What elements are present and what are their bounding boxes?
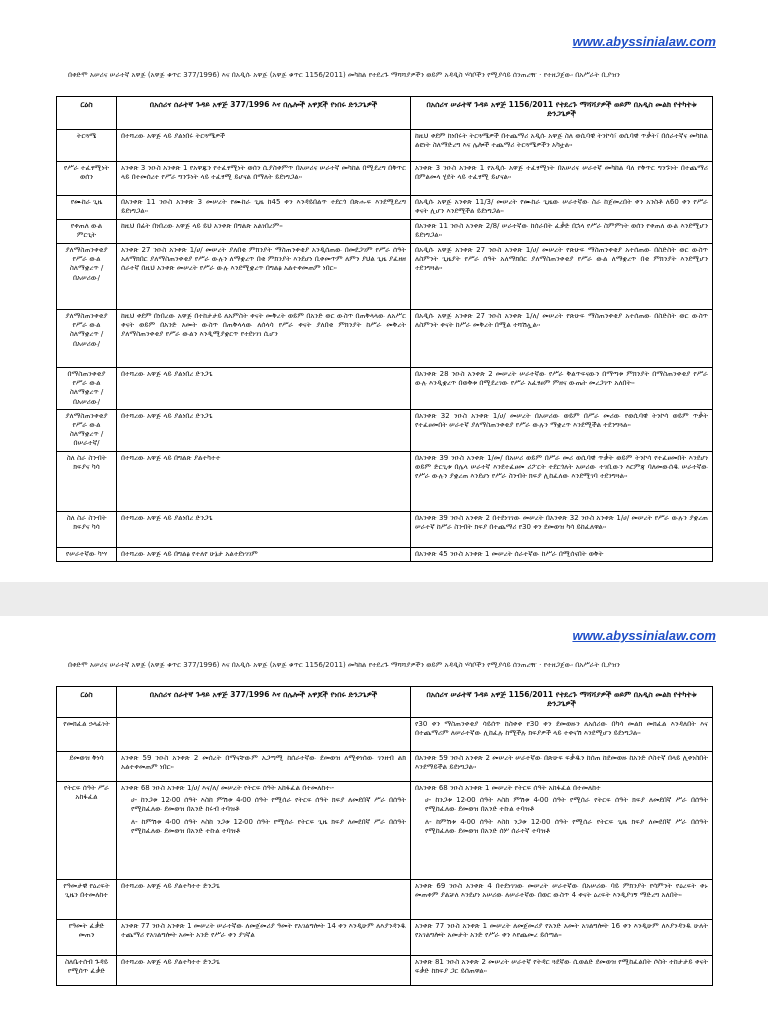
row-topic: የሠራተኛው ካሣ: [57, 547, 117, 561]
header-old-law: በአሰሪና ሰራተኛ ጉዳይ አዋጅ 377/1996 እና በሌሎች አዋጆች የነበሩ ድንጋጌዎች: [117, 687, 411, 718]
table-row: [57, 920, 713, 956]
row-new: በአንቀጽ 45 ንዑስ አንቀጽ 1 መሠረት ሰራተኛው ከሥራ በሚሰናበት ወቅት: [411, 547, 713, 561]
table-row: [57, 451, 713, 511]
table-row: [57, 409, 713, 451]
row-new: በአንቀጽ 11 ንዑስ አንቀጽ 2/8/ ሠራተኛው ከሰራበት ፈቃድ በኋላ የሥራ ስምምነት ወሰን የቀጠለ ውል እንደሚሆን ይደነግጋል፡፡: [411, 220, 713, 244]
row-topic: ያለማስጠንቀቂያ የሥራ ውል ስለማቋረጥ /በሠራተኛ/: [57, 409, 117, 451]
table-row: [57, 511, 713, 547]
row-old-item-a: ሀ- ከንጋቱ 12፡00 ሰዓት እስከ ምሽቱ 4፡00 ሰዓት የሚሰራ የትርፍ ሰዓት ክፍያ ለመደበኛ ሥራ በሰዓት የሚከፈለው ደመወዝ በአንድ ከሩብ ተባዝቶ: [131, 796, 406, 814]
row-topic: የዓመታዊ የዕረፍት ጊዜን በተመለከተ: [57, 880, 117, 920]
row-topic: የትርፍ ሰዓት ሥራ አከፋፈል: [57, 782, 117, 880]
table-header-row: [57, 687, 713, 718]
row-old: አንቀጽ 27 ንዑስ አንቀጽ 1/ሀ/ መሠረት ያለበቂ ምክንያት ማስጠንቀቂያ አንዲሰጠው በመደጋገም የሥራ ሰዓት አለማክበር ያለማስጠንቀቂያ የሥራ ውሉን ለማቋረጥ በቂ ምክንያት እንደሆነ ቢቀመጥም ለምን ያህል ጊዜ ያፈዘዘ ሰራተኛ በዚህ አንቀጽ መሠረት የሥራ ውሉ እንደሚቋረጥ በግልፅ አልተቀመጠም ነበር፡፡: [117, 244, 411, 310]
row-old: አንቀጽ 77 ንዑስ አንቀጽ 1 መሠረት ሠራተኛው ለመጀመሪያ ዓመት የአገልግሎት 14 ቀን እንዲሁም ለእያንዳንዱ ተጨማሪ የአገልግሎት አመት አንድ የሥራ ቀን ያገኛል: [117, 920, 411, 956]
header-new-law: በአሰሪና ሠራተኛ ጉዳይ አዋጅ 1156/2011 የተደረጉ ማሻሻያዎች ወይም በአዲስ መልክ የተካተቱ ድንጋጌዎች: [411, 687, 713, 718]
header-new-law: በአሰሪና ሠራተኛ ጉዳይ አዋጅ 1156/2011 የተደረጉ ማሻሻያዎች ወይም በአዲስ መልክ የተካተቱ ድንጋጌዎች: [411, 97, 713, 130]
row-new: በአንቀጽ 39 ንዑስ አንቀጽ 2 በተደነገገው መሠረት በአንቀጽ 32 ንዑስ አንቀጽ 1/ሀ/ መሠረት የሥራ ውሉን ያቋረጠ ሠራተኛ ከሥራ ስንብት ክፍያ በተጨማሪ የ30 ቀን ደመወዝ ካሳ ይከፈለዋል፡፡: [411, 511, 713, 547]
table-row: [57, 752, 713, 782]
site-link[interactable]: www.abyssinialaw.com: [572, 628, 716, 643]
table-row: [57, 368, 713, 410]
row-topic: ስለቤተሰብ ጉዳይ የሚሰጥ ፈቃድ: [57, 956, 117, 986]
row-old: በተሻረው አዋጅ ላይ በግልጽ ያልተካተተ: [117, 451, 411, 511]
row-new: በአንቀጽ 59 ንዑስ አንቀጽ 2 መሠረት ሠራተኛው በጽሁፍ ፍቃዱን ከሰጠ ከደመወዙ ከአንድ ሶስተኛ በላይ ሊቀነስበት እንደማይችል ይደነግጋል፡፡: [411, 752, 713, 782]
row-old: ከዚህ በፊት በነበረው አዋጅ ላይ ይህ አንቀጽ በግልጽ አልነበረም፡፡: [117, 220, 411, 244]
row-new: በአንቀጽ 32 ንዑስ አንቀጽ 1/ሀ/ መሠረት በአሠሪው ወይም በሥራ መሪው የወሲባዊ ትንኮሳ ወይም ጥቃት የተፈፀመበት ሠራተኛ ያለማስጠንቀቂያ የሥራ ውሉን ማቋረጥ እንደሚችል ተደንግጓል፡፡: [411, 409, 713, 451]
row-old-intro: አንቀጽ 68 ንዑስ አንቀጽ 1/ሀ/ እና/ለ/ መሠረት የትርፍ ሰዓት አከፋፈል በተመለከተ፡-: [121, 784, 335, 792]
row-old: በተሻረው አዋጅ ላይ ያልነበሩ ትርጓሜዎች: [117, 130, 411, 162]
row-old: አንቀጽ 59 ንዑስ አንቀጽ 2 መሰረት በማናቸውም አጋጣሚ ከሰራተኛው ደመወዝ ለሚቀነሰው ገንዘብ ልክ አልተቀመጠም ነበር፡፡: [117, 752, 411, 782]
row-new: በአንቀጽ 28 ንዑስ አንቀጽ 2 መሠረት ሠራተኛው የሥራ ቅልጥፍናውን በማጣቱ ምክንያት በማስጠንቀቂያ የሥራ ውሉ እንዲቋረጥ በወቅቱ በሚደረገው የሥራ አፈፃፀም ምዘና ውጤት መረጋገጥ አለበት፡፡: [411, 368, 713, 410]
row-topic: የሙከራ ጊዜ: [57, 196, 117, 220]
row-topic: የመክፈል ኃላፊነት: [57, 718, 117, 752]
table-row: [57, 196, 713, 220]
row-new: አንቀጽ 77 ንዑስ አንቀጽ 1 መሠረት ለመጀመሪያ የአንድ አመት አገልግሎት 16 ቀን እንዲሁም ለእያንዳንዱ ሁለት የአገልግሎት አመታት አንድ የሥራ ቀን እየጨመረ ይሰጣል፡፡: [411, 920, 713, 956]
table-row: [57, 244, 713, 310]
row-new-item-b: ለ- ከምሽቱ 4፡00 ሰዓት እስከ ንጋቱ 12፡00 ሰዓት የሚሰራ የትርፍ ጊዜ ክፍያ ለመደበኛ ሥራ በሰዓት የሚከፈለው ደመወዝ በአንድ ሰሦ ሰራተኛ ተባዝቶ: [425, 817, 708, 835]
row-new: ከዚህ ቀደም ከነበሩት ትርጓሜዎች በተጨማሪ አዲሱ አዋጅ ስለ ወሲባዊ ትንኮሳ፣ ወሲባዊ ጥቃት፣ በሰራተኛና መካከል ልዩነት ስለማድረግ እና ሌሎች ተጨማሪ ትርጓሜዎችን አካቷል፡፡: [411, 130, 713, 162]
header-topic: ርዕስ: [57, 97, 117, 130]
table-header-row: [57, 97, 713, 130]
row-old: በተሻረው አዋጅ ላይ ያልነበረ ድንጋጌ: [117, 511, 411, 547]
row-topic: ትርጓሜ: [57, 130, 117, 162]
row-old: በተሻረው አዋጅ ላይ ያልተካተተ ድንጋጌ: [117, 956, 411, 986]
table-row: [57, 718, 713, 752]
comparison-table: [56, 686, 713, 986]
table-row: [57, 782, 713, 880]
row-topic: ያለማስጠንቀቂያ የሥራ ውል ስለማቋረጥ /በአሠሪው/: [57, 244, 117, 310]
row-new: በአንቀጽ 39 ንዑስ አንቀጽ 1/መ/ በአሠሪ ወይም በሥራ መሪ ወሲባዊ ጥቃት ወይም ትንኮሳ የተፈፀመበት እንደሆነ ወይም ድርጊቱ በሌላ ሠራተኛ እንደተፈፀመ ሪፖርት ተደርጎለት አሠሪው ተገቢውን እርምጃ ባለመውሰዱ ሠራተኛው የሥራ ውሉን ያቋረጠ እንደሆነ የሥራ ስንብት ክፍያ ሊከፈለው እንደሚገባ ተደንግጓል፡፡: [411, 451, 713, 511]
table-row: [57, 220, 713, 244]
row-topic: ያለማስጠንቀቂያ የሥራ ውል ስለማቋረጥ /በአሠሪው/: [57, 310, 117, 368]
table-row: [57, 547, 713, 561]
table-row: [57, 162, 713, 196]
row-old: በአንቀጽ 11 ንዑስ አንቀጽ 3 መሠረት የሙከራ ጊዜ ከ45 ቀን እንዳይበልጥ ተደርጎ በጽሑፍ እንደሚደረግ ይደነግጋል፡፡: [117, 196, 411, 220]
row-old: በተሻረው አዋጅ ላይ ያልነበረ ድንጋጌ: [117, 368, 411, 410]
row-topic: ስለ ስራ ስንብት ክፍያና ካሳ: [57, 511, 117, 547]
row-old: በተሻረው አዋጅ ላይ በግልፅ የተለየ ሁኔታ አልተደነገገም: [117, 547, 411, 561]
row-old: [117, 718, 411, 752]
row-old: በተሻረው አዋጅ ላይ ያልነበረ ድንጋጌ: [117, 409, 411, 451]
row-old: [117, 782, 411, 880]
row-new: በአዲሱ አዋጅ አንቀጽ 27 ንዑስ አንቀጽ 1/ሀ/ መሠረት የጽሁፍ ማስጠንቀቂያ አተሰጠው በስድስት ወር ውስጥ ለስምንት ጊዜያት የሥራ ሰዓት አለማክበር ያለማስጠንቀቂያ የሥራ ውል ለማቋረጥ በቂ ምክንያት እንደሚሆን ተደንግጓል፡፡: [411, 244, 713, 310]
table-row: [57, 956, 713, 986]
comparison-table: [56, 96, 713, 562]
row-old-item-b: ለ- ከምሽቱ 4፡00 ሰዓት እስከ ንጋቱ 12፡00 ሰዓት የሚሰራ የትርፍ ጊዜ ክፍያ ለመደበኛ ሥራ በሰዓት የሚከፈለው ደመወዝ በአንድ ተኩል ተባዝቶ: [131, 817, 406, 835]
row-topic: የዓመት ፈቃድ መጠን: [57, 920, 117, 956]
site-link[interactable]: www.abyssinialaw.com: [572, 34, 716, 49]
table-row: [57, 880, 713, 920]
row-new: አንቀጽ 69 ንዑስ አንቀጽ 4 በተደነገገው መሠረት ሠራተኛው በአሠሪው ባይ ምክንያት የሳምንት የዕረፍት ቀኑ መጠቀም ያልቻለ እንደሆነ አሠሪው ለሠራተኛው በወር ውስጥ 4 ቀናት ዕረፍት እንዲያገኝ ማድረግ አለበት፡፡: [411, 880, 713, 920]
intro-text: በቀድሞ አሠሪና ሠራተኛ አዋጅ (አዋጅ ቁጥር 377/1996) እና በአዲሱ አዋጅ (አዋጅ ቁጥር 1156/2011) መካከል የተደረጉ ማሻሻያዎችን ወይም አዳዲስ ሃሳቦችን የሚያሳይ ሰንጠረዥ · የተዘጋጀው፡ በአሥራት ቢያዝን: [68, 661, 620, 669]
table-row: [57, 130, 713, 162]
row-old: ከዚህ ቀደም በነበረው አዋጅ በተከታታይ ለአምስት ቀናት መቅረት ወይም በአንድ ወር ውስጥ በጠቅላላው ለአሥር ቀናት ወይም በአንድ አመት ውስጥ በጠቅላላው ለሰላሳ የሥራ ቀናት ያለበቂ ምክንያት ከሥራ መቅረት ያለማስጠንቀቂያ የሥራ ውልን እንዲሚያቋርጥ የተደነገገ ሲሆን: [117, 310, 411, 368]
row-new-item-a: ሀ- ከንጋቱ 12፡00 ሰዓት እስከ ምሽቱ 4፡00 ሰዓት የሚሰራ የትርፍ ሰዓት ክፍያ ለመደበኛ ሥራ በሰዓት የሚከፈለው ደመወዝ በአንድ ተኩል ተባዝቶ: [425, 796, 708, 814]
header-old-law: በአሰሪና ሰራተኛ ጉዳይ አዋጅ 377/1996 እና በሌሎች አዋጆች የነበሩ ድንጋጌዎች: [117, 97, 411, 130]
row-topic: ደመወዝ ቅነሳ: [57, 752, 117, 782]
intro-text: በቀድሞ አሠሪና ሠራተኛ አዋጅ (አዋጅ ቁጥር 377/1996) እና በአዲሱ አዋጅ (አዋጅ ቁጥር 1156/2011) መካከል የተደረጉ ማሻሻያዎችን ወይም አዳዲስ ሃሳቦችን የሚያሳይ ሰንጠረዥ · የተዘጋጀው፡ በአሥራት ቢያዝን: [68, 71, 620, 79]
row-new: አንቀጽ 81 ንዑስ አንቀጽ 2 መሠረት ሠራተኛ የትዳር ጓደኛው ሲወልድ ደመወዝ የሚከፈልበት ሶስት ተከታታይ ቀናት ፍቃድ ከክፍያ ጋር ይሰጠዋል፡፡: [411, 956, 713, 986]
row-old: በተሻረው አዋጅ ላይ ያልተካተተ ድንጋጌ: [117, 880, 411, 920]
row-topic: የቀጠለ ውል ምርጊት: [57, 220, 117, 244]
row-new: በአዲሱ አዋጅ አንቀጽ 11/3/ መሠረት የሙከራ ጊዜው ሠራተኛው ስራ ከጀመረበት ቀን አንስቶ ለ60 ቀን የሥራ ቀናት ሊሆን እንደሚችል ይደነግጋል፡፡: [411, 196, 713, 220]
row-old: አንቀጽ 3 ንዑስ አንቀጽ 1 የአዋጁን የተፈፃሚነት ወሰን ሲያስቀምጥ በአሠሪና ሠራተኛ መካከል በሚደረግ በቅጥር ላይ በተመሰረተ የሥራ ግንኙነት ላይ ተፈፃሚ ይሆናል በማለት ይደነግጋል፡፡: [117, 162, 411, 196]
row-new: [411, 782, 713, 880]
row-topic: ስለ ስራ ስንብት ክፍያና ካሳ: [57, 451, 117, 511]
row-new: አንቀጽ 3 ንዑስ አንቀጽ 1 የአዲሱ አዋጅ ተፈፃሚነት በአሠሪና ሠራተኛ መካከል ባለ የቅጥር ግንኙነት በተጨማሪ በምልመላ ሂደት ላይ ተፈፃሚ ይሆናል፡፡: [411, 162, 713, 196]
row-new: የ30 ቀን ማስጠንቀቂያ ሳይሰጥ ከስቀቀ የ30 ቀን ደመወዙን ለአሰሪው በካሳ መልክ መክፈል እንዳለበት እና በተጨማሪም ለሠራተኛው ሊከፈሉ ከሚችሉ ክፍያዎች ላይ ተቀናሽ እንደሚሆን ይደነግጋል፡፡: [411, 718, 713, 752]
row-new: በአዲሱ አዋጅ አንቀጽ 27 ንዑስ አንቀጽ 1/ለ/ መሠረት የጽሁፍ ማስጠንቀቂያ አተሰጠው በስድስት ወር ውስጥ ለስምንት ቀናት ከሥራ መቅረት በሚል ተሻሽሏል፡፡: [411, 310, 713, 368]
row-new-intro: በአንቀጽ 68 ንዑስ አንቀጽ 1 መሠረት የትርፍ ሰዓት አከፋፈል በተመለከተ: [415, 784, 601, 792]
document-page-2: [0, 598, 768, 1024]
header-topic: ርዕስ: [57, 687, 117, 718]
row-topic: የሥራ ተፈፃሚነት ወሰን: [57, 162, 117, 196]
table-row: [57, 310, 713, 368]
row-topic: በማስጠንቀቂያ የሥራ ውል ስለማቋረጥ /በአሠሪው/: [57, 368, 117, 410]
